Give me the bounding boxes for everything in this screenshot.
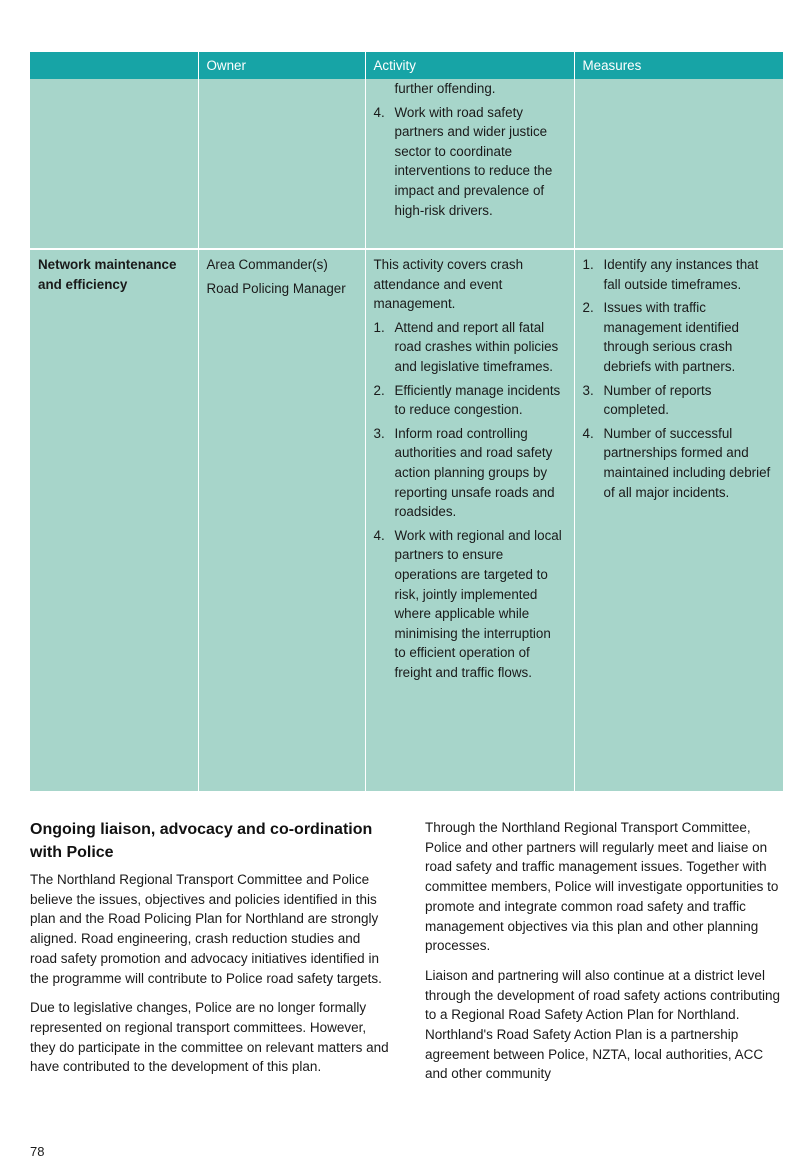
owner-name: Area Commander(s) bbox=[206, 257, 328, 272]
paragraph: Through the Northland Regional Transport Committee, Police and other partners will regularly meet and liaise on road safety and traffic management issues. Together with committee members, Police will investigate opportunities to promote and integrate common road safety and traffic management objectives via this plan and other planning processes. bbox=[425, 820, 779, 954]
area-title: Network maintenance and efficiency bbox=[38, 257, 177, 292]
list-text: Inform road controlling authorities and road safety action planning groups by reporting unsafe roads and roadsides. bbox=[394, 425, 555, 520]
activity-continued-text: further offending. bbox=[394, 81, 496, 96]
list-number: 2. bbox=[582, 300, 594, 316]
header-activity: Activity bbox=[365, 52, 574, 79]
paragraph: Liaison and partnering will also continue at a district level through the development of road safety actions contributing to a Regional Road Safety Action Plan for Northland. Northland's Road Safety Action Plan is a partnership agreement between Police, NZTA, local authorities, ACC and other community bbox=[425, 967, 780, 1082]
header-owner: Owner bbox=[198, 52, 365, 79]
paragraph: The Northland Regional Transport Committee and Police believe the issues, objectives and policies identified in this plan and the Road Policing Plan for Northland are strongly aligned. Road engineering, crash reduction studies and road safety promotion and advocacy initiatives identified in the programme will contribute to Police road safety targets. bbox=[30, 872, 382, 986]
list-number: 4. bbox=[373, 104, 385, 120]
list-item bbox=[374, 318, 566, 377]
table-row bbox=[30, 249, 783, 791]
activity-cell bbox=[365, 79, 574, 249]
table-row bbox=[30, 79, 783, 249]
measures-cell bbox=[574, 249, 783, 791]
list-number: 1. bbox=[373, 319, 385, 335]
list-text: Attend and report all fatal road crashes within policies and legislative timeframes. bbox=[394, 319, 559, 374]
area-cell bbox=[30, 249, 198, 791]
owner-name: Road Policing Manager bbox=[206, 280, 346, 296]
activity-list bbox=[374, 318, 566, 683]
list-item bbox=[583, 381, 776, 420]
header-measures: Measures bbox=[574, 52, 783, 79]
list-text: Number of successful partnerships formed and maintained including debrief of all major incidents. bbox=[603, 425, 771, 500]
list-text: Work with regional and local partners to ensure operations are targeted to risk, jointly implemented where applicable while minimising the interruption to efficient operation of freight and traffic flows. bbox=[394, 527, 562, 680]
list-number: 4. bbox=[373, 527, 385, 543]
right-column bbox=[425, 818, 785, 1094]
owner-cell bbox=[198, 249, 365, 791]
list-item bbox=[583, 424, 776, 502]
list-text: Work with road safety partners and wider justice sector to coordinate interventions to reduce the impact and prevalence of high-risk drivers. bbox=[394, 104, 553, 218]
page-number: 78 bbox=[30, 1144, 45, 1159]
owner-cell bbox=[198, 79, 365, 249]
list-item bbox=[374, 103, 566, 221]
table-header-row bbox=[30, 52, 783, 79]
header-area bbox=[30, 52, 198, 79]
list-text: Number of reports completed. bbox=[603, 382, 712, 418]
activity-intro: This activity covers crash attendance and event management. bbox=[373, 257, 524, 312]
paragraph: Due to legislative changes, Police are no longer formally represented on regional transport committees. However, they do participate in the committee on relevant matters and have contributed to the development of this plan. bbox=[30, 1000, 389, 1075]
list-text: Efficiently manage incidents to reduce congestion. bbox=[394, 382, 561, 418]
activity-list bbox=[374, 103, 566, 221]
list-number: 3. bbox=[582, 382, 594, 398]
area-cell bbox=[30, 79, 198, 249]
activity-cell bbox=[365, 249, 574, 791]
measures-cell bbox=[574, 79, 783, 249]
list-text: Issues with traffic management identified through serious crash debriefs with partners. bbox=[603, 300, 739, 374]
activity-table bbox=[30, 52, 783, 791]
list-item bbox=[374, 526, 566, 683]
left-column bbox=[30, 818, 390, 1087]
section-heading: Ongoing liaison, advocacy and co-ordination with Police bbox=[30, 821, 373, 861]
list-number: 2. bbox=[373, 382, 385, 398]
list-item bbox=[583, 255, 776, 294]
list-item bbox=[374, 424, 566, 522]
list-item bbox=[583, 298, 776, 376]
measures-list bbox=[583, 255, 776, 502]
list-number: 1. bbox=[582, 257, 594, 272]
list-number: 3. bbox=[373, 425, 385, 441]
list-text: Identify any instances that fall outside timeframes. bbox=[603, 257, 759, 292]
list-number: 4. bbox=[582, 425, 594, 441]
list-item bbox=[374, 381, 566, 420]
